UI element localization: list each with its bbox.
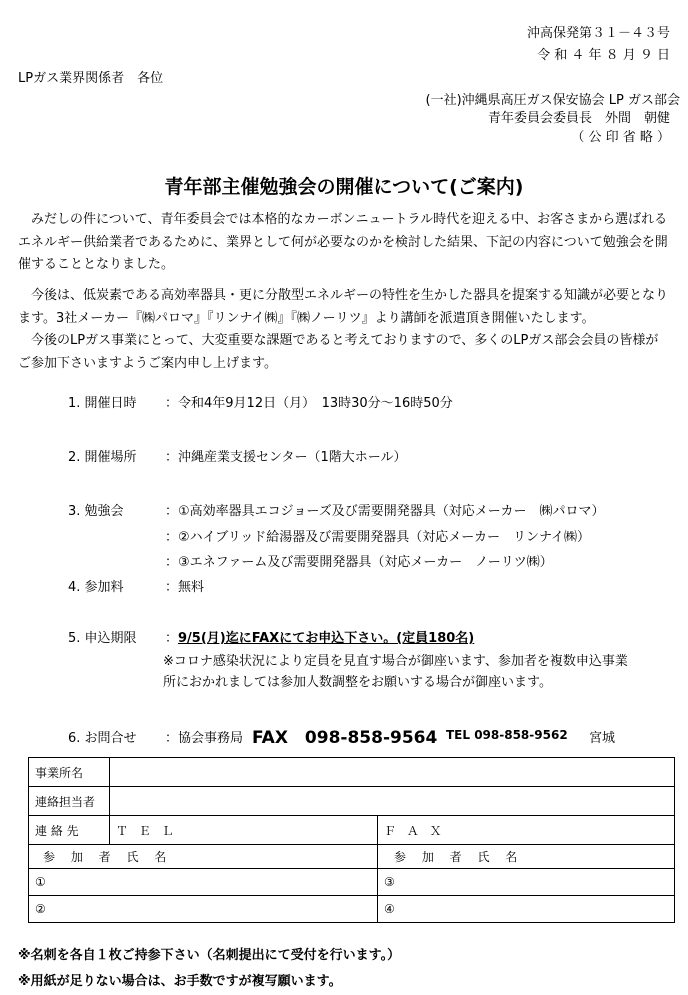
deadline-note-1: ※コロナ感染状況により定員を見直す場合が御座います、参加者を複数申込事業	[163, 654, 628, 669]
item-date-label: 1. 開催日時	[68, 396, 137, 411]
participant-2-field[interactable]	[29, 896, 378, 923]
participant-1-number: ①	[35, 875, 46, 889]
item-study-label: 3. 勉強会	[68, 504, 124, 519]
footer-note-1: ※名刺を各自１枚ご持参下さい（名刺提出にて受付を行います。）	[18, 948, 401, 963]
fax-label: ＦＡＸ	[384, 823, 453, 838]
form-row-contact	[29, 816, 675, 845]
participant-2-number: ②	[35, 902, 46, 916]
document-number: 沖高保発第３１－４３号	[526, 26, 670, 41]
body-paragraph-1: みだしの件について、青年委員会では本格的なカーボンニュートラル時代を迎える中、お客さまから選ばれるエネルギー供給業者であるために、業界として何が必要なのかを検討した結果、下記の内容について勉強会を開催することとなりました。	[18, 212, 668, 272]
item-fee-value: ：無料	[165, 580, 205, 595]
item-deadline-value	[165, 627, 474, 646]
sender-organization: (一社)沖縄県高圧ガス保安協会 LP ガス部会	[425, 93, 680, 108]
office-label: 事業所名	[29, 758, 110, 787]
form-row-participant-1	[29, 869, 675, 896]
tel-field[interactable]	[110, 816, 378, 845]
contact-field-label: 連 絡 先	[29, 816, 110, 845]
deadline-text: 9/5(月)迄にFAXにてお申込下さい。(定員180名)	[178, 631, 475, 646]
form-row-person	[29, 787, 675, 816]
participant-3-field[interactable]	[378, 869, 675, 896]
tel-label: ＴＥＬ	[116, 823, 185, 838]
deadline-prefix: ：	[165, 631, 179, 646]
footer-note-2: ※用紙が足りない場合は、お手数ですが複写願います。	[18, 974, 342, 989]
item-study-1: ：①高効率器具エコジョーズ及び需要開発器具（対応メーカー ㈱パロマ）	[165, 504, 605, 519]
contact-person: 宮城	[589, 731, 616, 746]
item-fee-label: 4. 参加料	[68, 580, 124, 595]
contact-tel: TEL 098-858-9562	[446, 728, 568, 742]
contact-office: ：協会事務局	[165, 731, 244, 746]
person-field[interactable]	[110, 787, 675, 816]
item-place-label: 2. 開催場所	[68, 450, 137, 465]
form-row-participant-header	[29, 845, 675, 869]
participant-header-right: 参 加 者 氏 名	[378, 845, 675, 869]
addressee: LPガス業界関係者 各位	[18, 71, 164, 86]
participant-header-left: 参 加 者 氏 名	[29, 845, 378, 869]
office-field[interactable]	[110, 758, 675, 787]
application-form	[28, 757, 675, 923]
item-contact-label: 6. お問合せ	[68, 731, 137, 746]
form-row-office	[29, 758, 675, 787]
item-deadline-label: 5. 申込期限	[68, 631, 137, 646]
fax-field[interactable]	[378, 816, 675, 845]
item-study-3: ：③エネファーム及び需要開発器具（対応メーカー ノーリツ㈱）	[165, 555, 553, 570]
issue-date: 令 和 ４ 年 ８ 月 ９ 日	[537, 48, 670, 63]
sender-name: 青年委員会委員長 外間 朝健	[487, 111, 670, 126]
deadline-note-2: 所におかれましては参加人数調整をお願いする場合が御座います。	[163, 675, 552, 690]
form-row-participant-2	[29, 896, 675, 923]
body-paragraph-3: 今後のLPガス事業にとって、大変重要な課題であると考えておりますので、多くのLPガス部会会員の皆様がご参加下さいますようご案内申し上げます。	[18, 333, 659, 371]
participant-4-number: ④	[384, 902, 395, 916]
person-label: 連絡担当者	[29, 787, 110, 816]
body-paragraph-2: 今後は、低炭素である高効率器具・更に分散型エネルギーの特性を生かした器具を提案する知識が必要となります。3社メーカー『㈱パロマ』『リンナイ㈱』『㈱ノーリツ』より講師を派遣頂き開催いたします。	[18, 288, 669, 326]
participant-3-number: ③	[384, 875, 395, 889]
item-study-2: ：②ハイブリッド給湯器及び需要開発器具（対応メーカー リンナイ㈱）	[165, 530, 591, 545]
contact-fax: FAX 098-858-9564	[252, 728, 438, 748]
item-date-value: ：令和4年9月12日（月） 13時30分～16時50分	[165, 396, 453, 411]
item-place-value: ：沖縄産業支援センター（1階大ホール）	[165, 450, 407, 465]
participant-4-field[interactable]	[378, 896, 675, 923]
seal-note: （ 公 印 省 略 ）	[571, 130, 670, 145]
page-title: 青年部主催勉強会の開催について(ご案内)	[164, 176, 524, 198]
participant-1-field[interactable]	[29, 869, 378, 896]
